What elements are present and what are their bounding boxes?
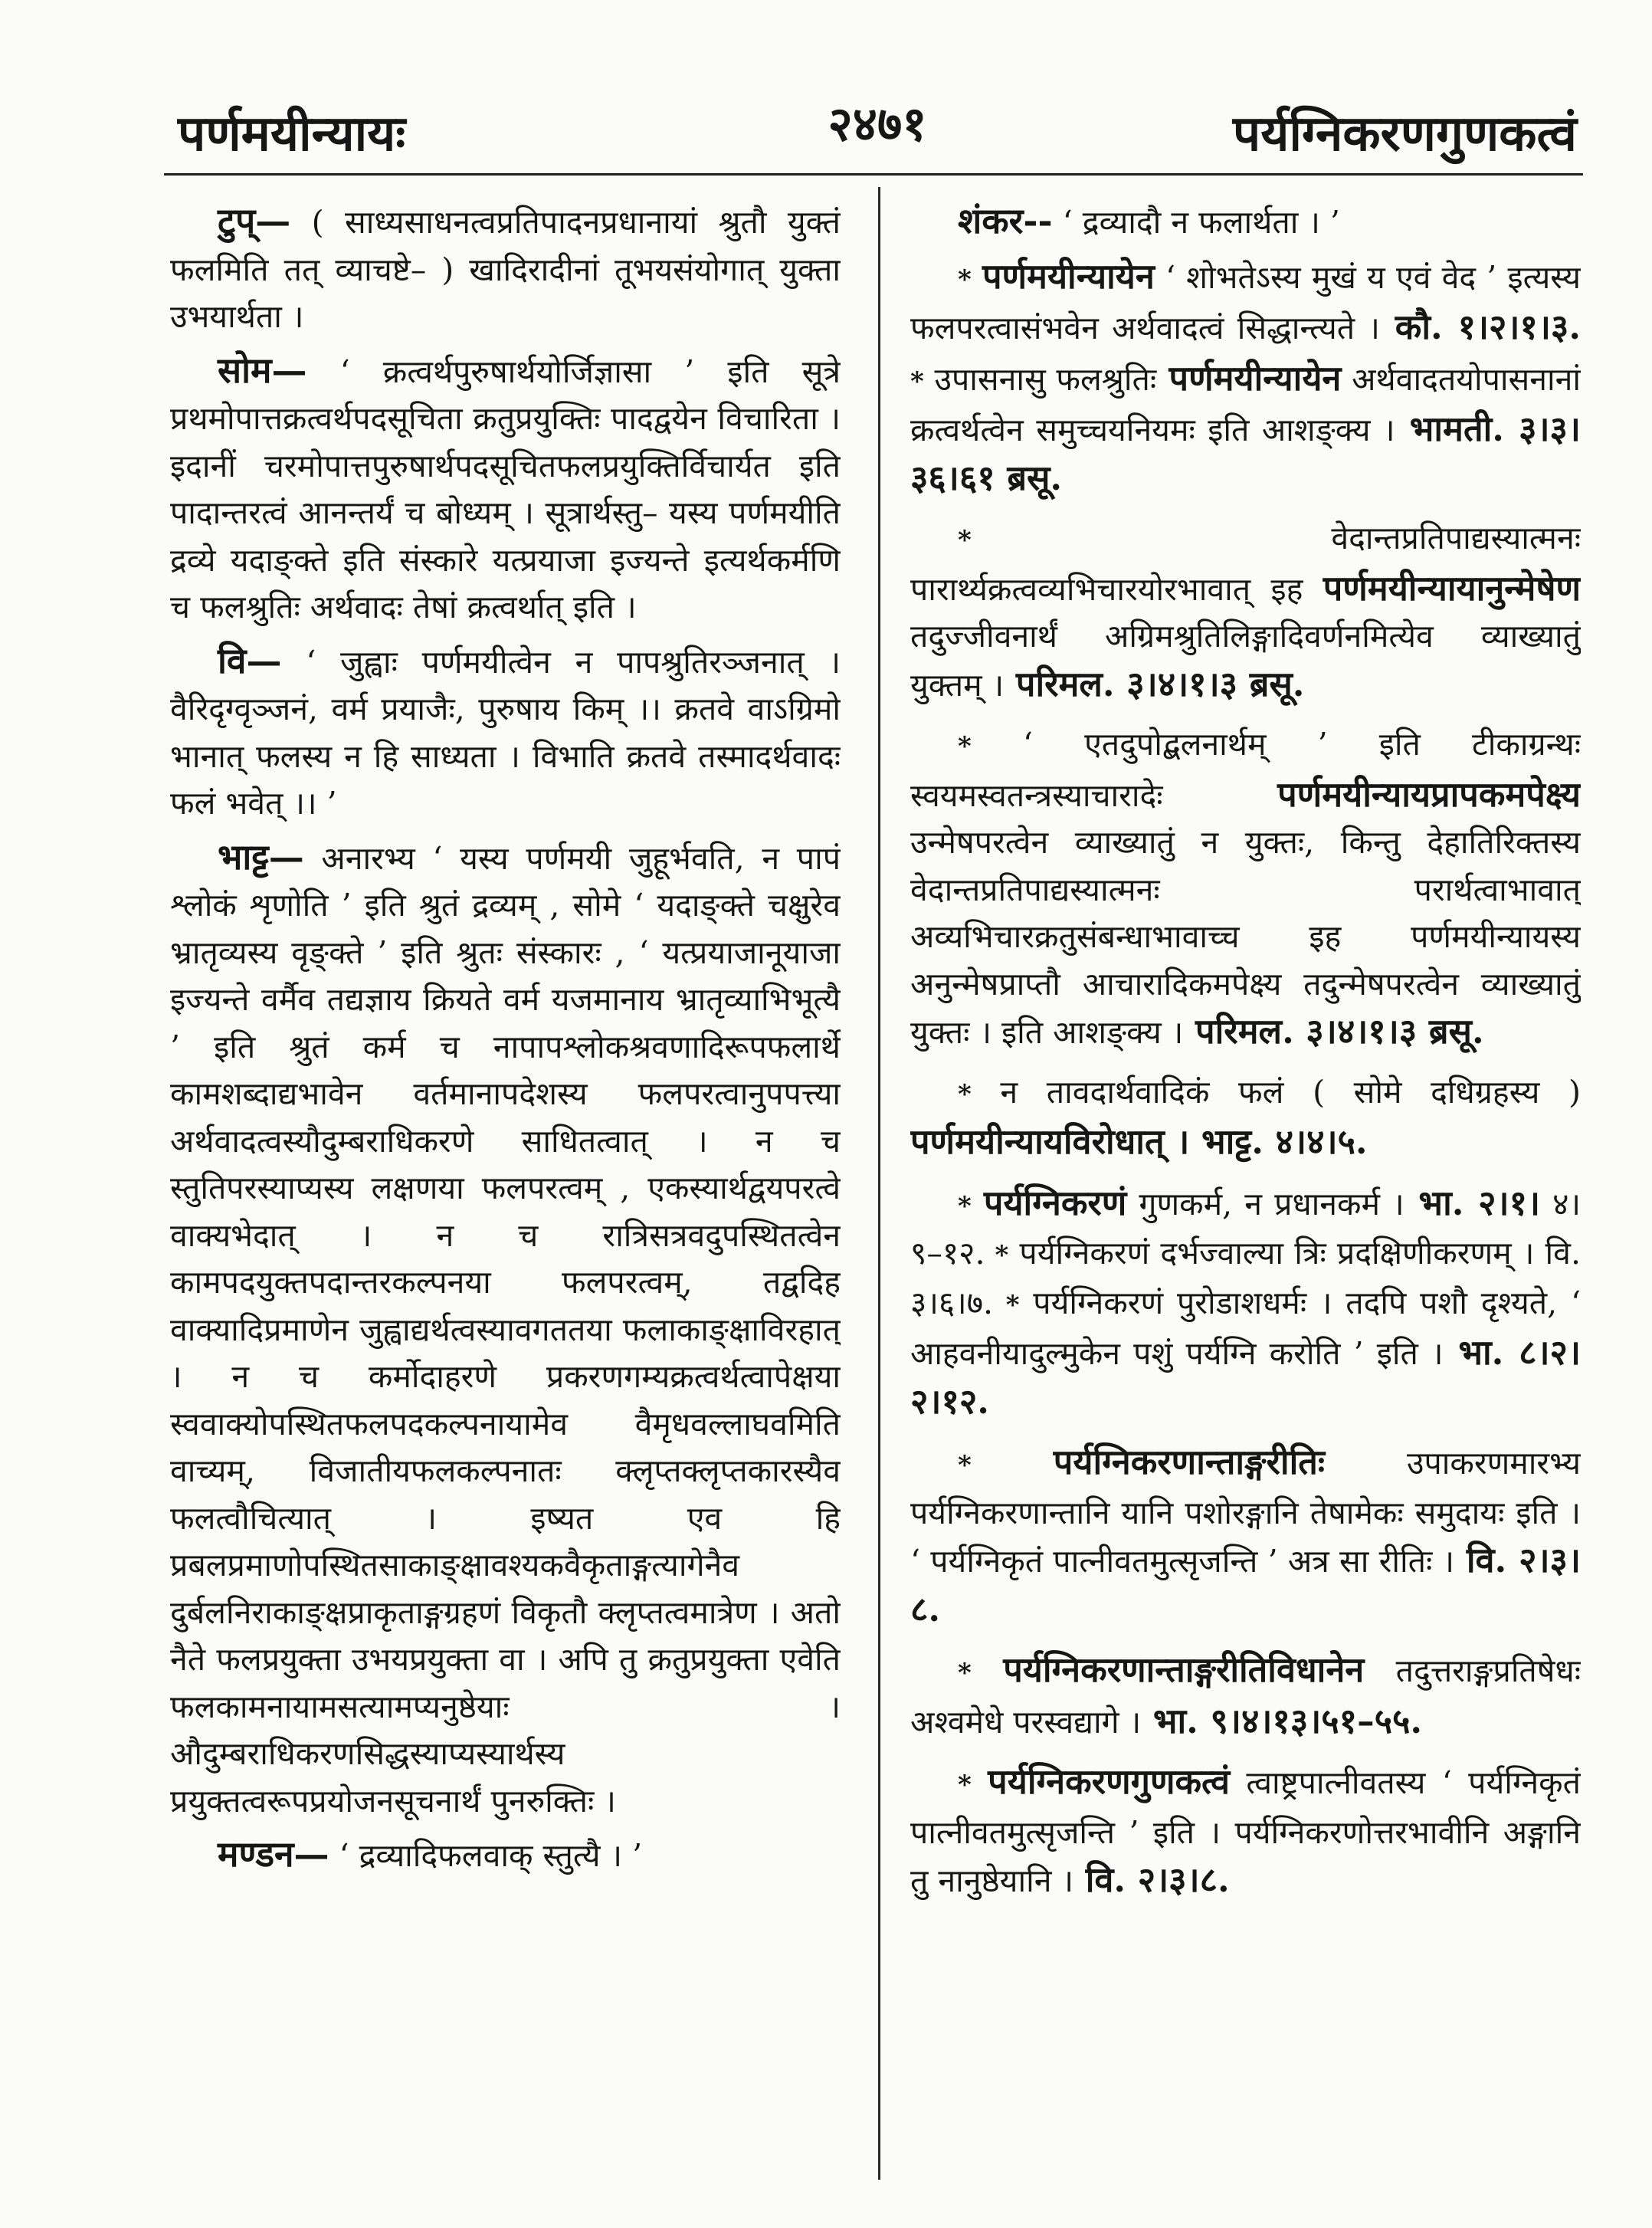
star-marker: * — [993, 1289, 1020, 1321]
citation: वि. २।३।८. — [1073, 1859, 1230, 1900]
entry-paryagnikarana — [910, 1180, 1581, 1427]
entry-text: न तावदार्थवादिकं फलं ( सोमे दधिग्रहस्य ) — [971, 1073, 1581, 1111]
entry-keyword: पर्णमयीन्यायप्रापकमपेक्ष्य — [1162, 773, 1581, 815]
citation: भामती. ३।३।३६।६१ ब्रसू. — [910, 409, 1581, 498]
entry-text: उपाकरणमारभ्य पर्यग्निकरणान्तानि यानि पशोरङ्गानि तेषामेकः समुदायः इति । ‘ पर्यग्निकृतं पात्नीवतमुत्सृजन्ति ’ अत्र सा रीतिः । — [910, 1445, 1581, 1580]
citation: परिमल. ३।४।१।३ ब्रसू. — [1183, 1011, 1484, 1052]
entry-parnamayi-nyaya — [910, 253, 1581, 504]
entry-head: शंकर-- — [958, 200, 1053, 241]
star-marker: * — [958, 1658, 972, 1688]
citation: भा. ९।४।१३।५१–५५. — [1141, 1700, 1423, 1741]
entry-vedanta — [910, 515, 1581, 709]
entry-text: पर्यग्निकरणं दर्भज्वाल्या त्रिः प्रदक्षिणीकरणम् । वि. ३।६।७. — [910, 1235, 1581, 1321]
entry-paryagnikarananta-riti — [910, 1439, 1581, 1634]
entry-text: वेदान्तप्रतिपाद्यस्यात्मनः पारार्थ्यक्रत्वव्यभिचारयोरभावात् इह — [910, 520, 1581, 608]
entry-text: ‘ शोभतेऽस्य मुखं य एवं वेद ’ इत्यस्य फलपरत्वासंभवेन अर्थवादत्वं सिद्धान्त्यते । — [910, 258, 1581, 346]
entry-text: ‘ एतदुपोद्बलनार्थम् ’ इति टीकाग्रन्थः स्वयमस्वतन्त्रस्याचारादेः — [910, 726, 1581, 814]
entry-keyword: पर्यग्निकरणान्ताङ्गरीतिविधानेन — [1003, 1649, 1365, 1690]
entry-text: तदुत्तराङ्गप्रतिषेधः अश्वमेधे परस्वद्यागे । — [910, 1652, 1581, 1741]
citation: भा. २।१। — [1404, 1182, 1541, 1223]
entry-keyword: पर्णमयीन्यायेन — [982, 255, 1155, 297]
entry-text: ४।९–१२. — [910, 1185, 1581, 1272]
entry-keyword: पर्णमयीन्यायानुन्मेषेण — [1323, 567, 1581, 609]
entry-text: तदुज्जीवनार्थं अग्रिमश्रुतिलिङ्गादिवर्णनमित्येव व्याख्यातुं युक्तम् । — [910, 618, 1581, 704]
header-left-title: पर्णमयीन्यायः — [178, 105, 406, 162]
entry-text: ‘ द्रव्यादिफलवाक् स्तुत्यै । ’ — [329, 1837, 643, 1874]
entry-vi — [170, 638, 841, 828]
entry-text: उन्मेषपरत्वेन व्याख्यातुं न युक्तः, किन्तु देहातिरिक्तस्य वेदान्तप्रतिपाद्यस्यात्मनः परार्थत्वाभावात् अव्यभिचारक्रतुसंबन्धाभावाच्च इह पर्णमयीन्यायस्य अनुन्मेषप्राप्तौ आचारादिकमपेक्ष्य तदुन्मेषपरत्वेन व्याख्यातुं युक्तः । इति आशङ्क्य । — [910, 824, 1581, 1051]
entry-text: ( साध्यसाधनत्वप्रतिपादनप्रधानायां श्रुतौ युक्तं फलमिति तत् व्याचष्टे– ) खादिरादीनां तूभयसंयोगात् युक्ता उभयार्थता । — [170, 204, 841, 335]
entry-text: गुणकर्म, न प्रधानकर्म । — [1126, 1185, 1405, 1222]
entry-soma — [170, 347, 841, 632]
star-marker: * — [985, 1240, 1009, 1271]
star-marker: * — [958, 1078, 972, 1110]
star-marker: * — [958, 731, 972, 762]
entry-text: उपासनासु फलश्रुतिः — [923, 360, 1157, 398]
entry-bhatta — [170, 834, 841, 1826]
entry-head: टुप्— — [218, 200, 291, 241]
entry-text: ‘ जुह्वाः पर्णमयीत्वेन न पापश्रुतिरञ्जनात् । वैरिदृग्वृञ्जनं, वर्म प्रयाजैः, पुरुषाय किम् ।। क्रतवे वाऽग्रिमो भानात् फलस्य न हि साध्यता । विभाति क्रतवे तस्मादर्थवादः फलं भवेत् ।। ’ — [170, 643, 841, 822]
star-marker: * — [958, 264, 972, 295]
entry-mandana — [170, 1831, 841, 1880]
right-column — [910, 198, 1581, 2190]
header-right-title: पर्यग्निकरणगुणकत्वं — [1232, 105, 1577, 162]
entry-text: अनारभ्य ‘ यस्य पर्णमयी जुहूर्भवति, न पापं श्लोकं शृणोति ’ इति श्रुतं द्रव्यम् , सोमे ‘ यदाङ्क्ते चक्षुरेव भ्रातृव्यस्य वृङ्क्ते ’ इति श्रुतः संस्कारः , ‘ यत्प्रयाजानूयाजा इज्यन्ते वर्मैव तद्यज्ञाय क्रियते वर्म यजमानाय भ्रातृव्याभिभूत्यै ’ इति श्रुतं कर्म च नापापश्लोकश्रवणादिरूपफलार्थे कामशब्दाद्यभावेन वर्तमानापदेशस्य फलपरत्वानुपपत्त्या अर्थवादत्वस्यौदुम्बराधिकरणे साधितत्वात् । न च स्तुतिपरस्याप्यस्य लक्षणया फलपरत्वम् , एकस्यार्थद्वयपरत्वे वाक्यभेदात् । न च रात्रिसत्रवदुपस्थितत्वेन कामपदयुक्तपदान्तरकल्पनया फलपरत्वम्, तद्वदिह वाक्यादिप्रमाणेन जुह्वाद्यर्थत्वस्यावगततया फलाकाङ्क्षाविरहात् । न च कर्मोदाहरणे प्रकरणगम्यक्रत्वर्थत्वापेक्षया स्ववाक्योपस्थितफलपदकल्पनायामेव वैमृधवल्लाघवमिति वाच्यम्, विजातीयफलकल्पनातः क्लृप्तक्लृप्तकारस्यैव फलत्वौचित्यात् । इष्यत एव हि प्रबलप्रमाणोपस्थितसाकाङ्क्षावश्यकवैकृताङ्गत्यागेनैव दुर्बलनिराकाङ्क्षप्राकृताङ्गग्रहणं विकृतौ क्लृप्तत्वमात्रेण । अतो नैते फलप्रयुक्ता उभयप्रयुक्ता वा । अपि तु क्रतुप्रयुक्ता एवेति फलकामनायामसत्यामप्यनुष्ठेयाः । औदुम्बराधिकरणसिद्धस्याप्यस्यार्थस्य प्रयुक्तत्वरूपप्रयोजनसूचनार्थं पुनरुक्तिः । — [170, 839, 841, 1819]
entry-text: ‘ क्रत्वर्थपुरुषार्थयोर्जिज्ञासा ’ इति सूत्रे प्रथमोपात्तक्रत्वर्थपदसूचिता क्रतुप्रयुक्तिः पादद्वयेन विचारिता । इदानीं चरमोपात्तपुरुषार्थपदसूचितफलप्रयुक्तिर्विचार्यत इति पादान्तरत्वं आनन्तर्यं च बोध्यम् । सूत्रार्थस्तु– यस्य पर्णमयीति द्रव्ये यदाङ्क्ते इति संस्कारे यत्प्रयाजा इज्यन्ते इत्यर्थकर्मणि च फलश्रुतिः अर्थवादः तेषां क्रत्वर्थात् इति । — [170, 353, 841, 625]
star-marker: * — [958, 1770, 972, 1800]
star-marker: * — [910, 366, 924, 397]
entry-keyword: पर्णमयीन्यायेन — [1156, 357, 1342, 399]
star-marker: * — [958, 1450, 972, 1481]
entry-text: ‘ द्रव्यादौ न फलार्थता । ’ — [1052, 204, 1340, 241]
running-header — [178, 90, 1577, 167]
citation: कौ. १।२।१।३. — [1379, 307, 1581, 347]
star-marker: * — [958, 1190, 972, 1222]
citation: परिमल. ३।४।१।३ ब्रसू. — [1004, 663, 1305, 704]
entry-head: भाट्ट— — [218, 835, 304, 878]
entry-head: सोम— — [218, 349, 307, 391]
entry-shankar — [910, 198, 1581, 247]
entry-head: वि— — [218, 639, 282, 681]
header-rule — [164, 173, 1583, 176]
entry-keyword: पर्यग्निकरणान्ताङ्गरीतिः — [1053, 1442, 1325, 1482]
star-marker: * — [958, 525, 972, 556]
entry-text: पर्यग्निकरणं पुरोडाशधर्मः । तदपि पशौ दृश्यते, ‘ आहवनीयादुल्मुकेन पशुं पर्यग्नि करोति ’ इति । — [910, 1284, 1581, 1372]
page-number: २४७१ — [828, 96, 927, 152]
entry-keyword: पर्यग्निकरणगुणकत्वं — [988, 1761, 1230, 1802]
entry-tup — [170, 198, 841, 341]
citation: भा. ८।२।२।१२. — [910, 1332, 1581, 1422]
entry-keyword: पर्यग्निकरणं — [983, 1182, 1127, 1223]
entry-etadupodbalana — [910, 721, 1581, 1057]
entry-text: अर्थवादतयोपासनानां क्रत्वर्थत्वेन समुच्चयनियमः इति आशङ्क्य । — [910, 360, 1581, 448]
entry-riti-vidhana — [910, 1646, 1581, 1746]
entry-head: मण्डन— — [218, 1833, 329, 1875]
entry-text: त्वाष्ट्रपात्नीवतस्य ‘ पर्यग्निकृतं पात्नीवतमुत्सृजन्ति ’ इति । पर्यग्निकरणोत्तरभावीनि अङ्गानि तु नानुष्ठेयानि । — [910, 1764, 1581, 1899]
left-column — [170, 198, 841, 2190]
citation: वि. २।३।८. — [910, 1540, 1581, 1629]
entry-keyword: पर्णमयीन्यायविरोधात् । भाट्ट. ४।४।५. — [910, 1121, 1368, 1162]
entry-gunakatva — [910, 1758, 1581, 1905]
column-divider — [878, 187, 880, 2180]
entry-na-tavad — [910, 1069, 1581, 1167]
